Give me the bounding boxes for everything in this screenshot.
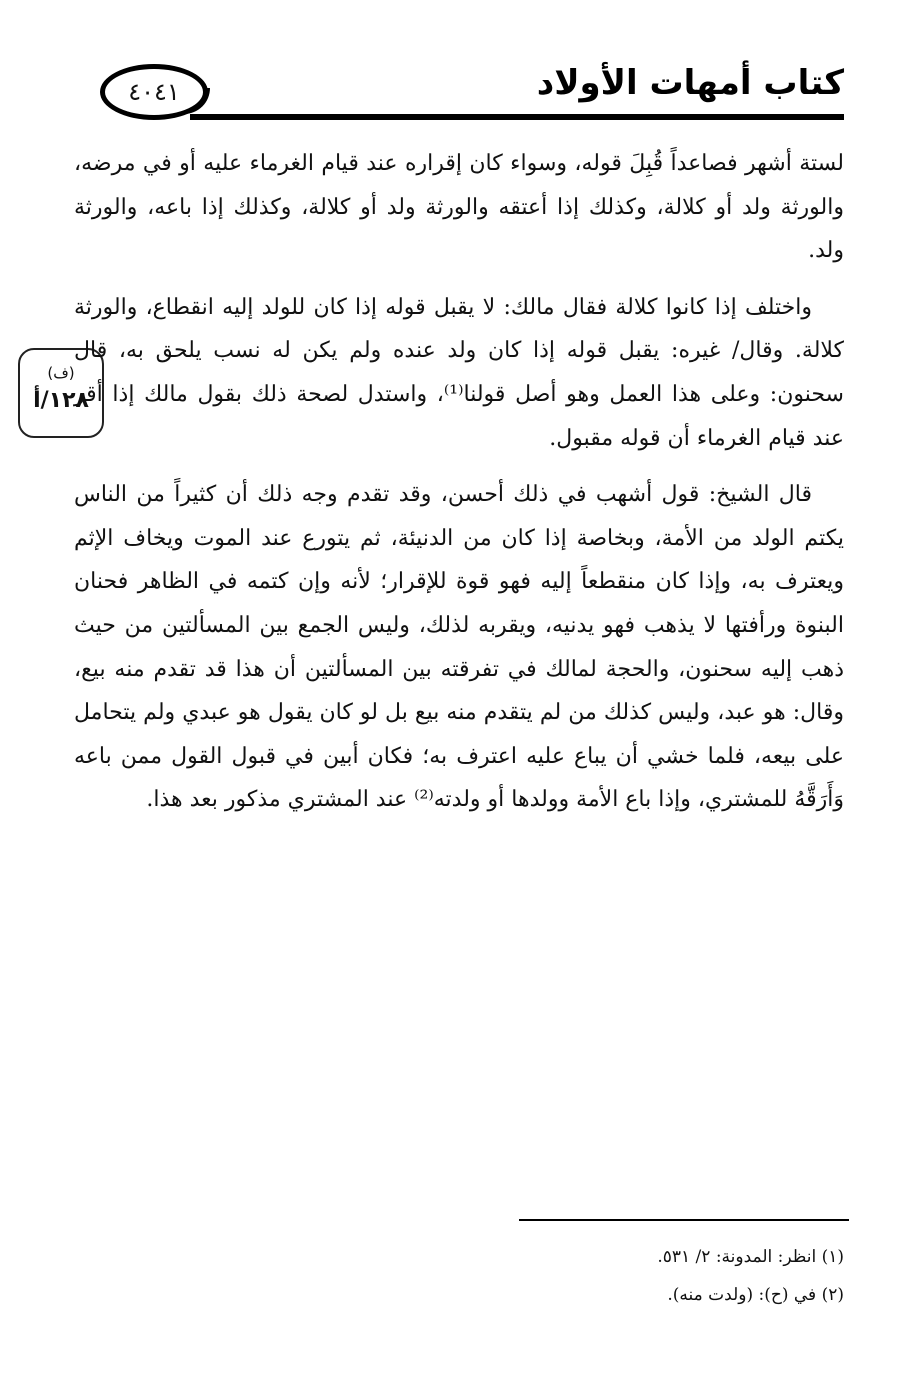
paragraph: لستة أشهر فصاعداً قُبِلَ قوله، وسواء كان إقراره عند قيام الغرماء عليه أو في مرضه، والورثة ولد أو كلالة، وكذلك إذا أعتقه والورثة ولد أو كلالة، وكذلك إذا باعه، والورثة ولد.: [74, 151, 844, 264]
margin-reference-folio: ١٢٨/أ: [33, 388, 89, 413]
margin-reference-label: (ف): [47, 364, 75, 382]
page-number-badge: [100, 64, 208, 120]
footnote-separator: [519, 1219, 849, 1221]
paragraph: قال الشيخ: قول أشهب في ذلك أحسن، وقد تقدم وجه ذلك أن كثيراً من الناس يكتم الولد من الأمة، وبخاصة إذا كان من الدنيئة، ثم يتورع عند الموت ويخاف الإثم ويعترف به، وإذا كان منقطعاً إليه فهو قوة للإقرار؛ لأنه وإن كتمه في الظاهر فحنان البنوة ورأفتها لا يذهب فهو يدنيه، ويقربه لذلك، وليس الجمع بين المسألتين من حيث ذهب إليه سحنون، والحجة لمالك في تفرقته بين المسألتين أن هذا قد تقدم منه بيع، وقال: هو عبد، وليس كذلك من لم يتقدم منه بيع بل لو كان يقول هو عبدي ولم يتحامل على بيعه، فلما خشي أن يباع عليه اعترف به؛ فكان أبين في قبول القول ممن باعه وَأَرَقَّهُ للمشتري، وإذا باع الأمة وولدها أو ولدته⁽²⁾ عند المشتري مذكور بعد هذا.: [74, 482, 844, 813]
page-number: ٤٠٤١: [128, 78, 180, 106]
main-text: [74, 142, 844, 835]
paragraph: واختلف إذا كانوا كلالة فقال مالك: لا يقبل قوله إذا كان للولد إليه انقطاع، والورثة كلالة. وقال/ غيره: يقبل قوله إذا كان ولد عنده ولم يكن له نسب يلحق به، قال سحنون: وعلى هذا العمل وهو أصل قولنا⁽¹⁾، واستدل لصحة ذلك بقول مالك إذا أقر عند قيام الغرماء أن قوله مقبول.: [74, 294, 844, 451]
footnotes: [74, 1238, 844, 1314]
book-title: كتاب أمهات الأولاد: [536, 63, 844, 103]
footnote: (٢) في (ح): (ولدت منه).: [667, 1285, 844, 1305]
footnote: (١) انظر: المدونة: ٢/ ٥٣١.: [657, 1247, 844, 1267]
header-rule: [190, 114, 844, 120]
